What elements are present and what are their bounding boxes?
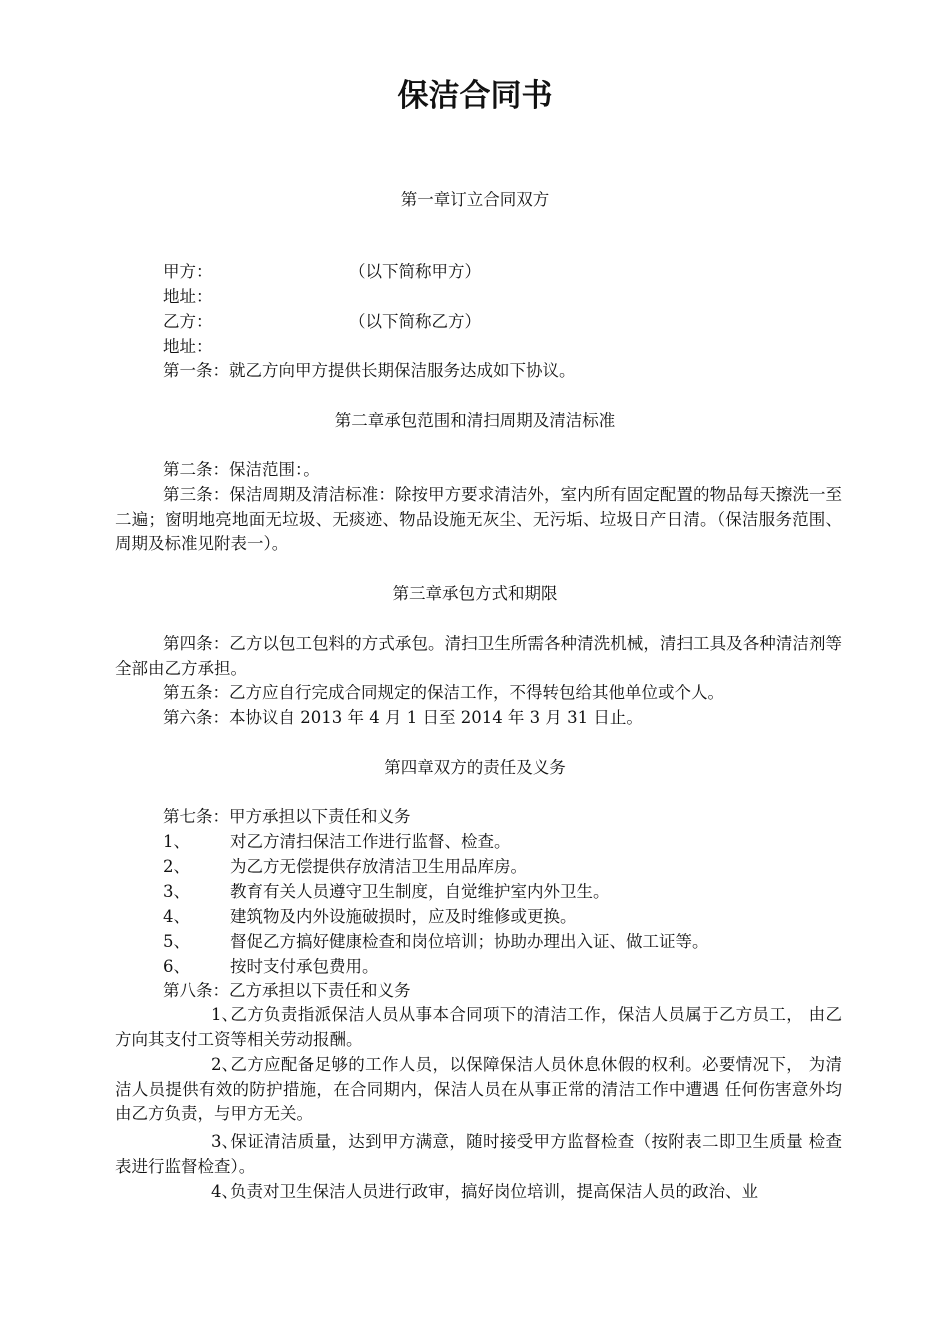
document-title: 保洁合同书: [397, 78, 553, 114]
party-b-duty-item: 3、保证清洁质量，达到甲方满意，随时接受甲方监督检查（按附表二即卫生质量 检查表进行监督检查）。: [115, 1132, 842, 1176]
article-1: 第一条：就乙方向甲方提供长期保洁服务达成如下协议。: [163, 361, 576, 380]
party-b-duty-item: 2、乙方应配备足够的工作人员，以保障保洁人员休息休假的权利。必要情况下， 为清洁人员提供有效的防护措施，在合同期内，保洁人员在从事正常的清洁工作中遭遇 任何伤害意外均由乙方负责，与甲方无关。: [115, 1055, 842, 1123]
party-a-label: 甲方：: [163, 262, 213, 281]
party-b-duty-item: 1、乙方负责指派保洁人员从事本合同项下的清洁工作，保洁人员属于乙方员工， 由乙方向其支付工资等相关劳动报酬。: [115, 1005, 842, 1049]
article-6: 第六条：本协议自 2013 年 4 月 1 日至 2014 年 3 月 31 日止。: [163, 708, 643, 727]
party-b-address: 地址：: [163, 337, 213, 356]
party-b-duty-item: 4、负责对卫生保洁人员进行政审，搞好岗位培训，提高保洁人员的政治、业: [211, 1182, 758, 1201]
article-5: 第五条：乙方应自行完成合同规定的保洁工作，不得转包给其他单位或个人。: [163, 683, 724, 702]
chapter-3-heading: 第三章承包方式和期限: [392, 584, 558, 603]
party-a-address: 地址：: [163, 287, 213, 306]
party-a-duty-item: 3、 教育有关人员遵守卫生制度，自觉维护室内外卫生。: [163, 882, 610, 901]
article-8: 第八条：乙方承担以下责任和义务: [163, 981, 411, 1000]
party-b-label: 乙方：: [163, 312, 213, 331]
article-4: 第四条：乙方以包工包料的方式承包。清扫卫生所需各种清洗机械，清扫工具及各种清洁剂等全部由乙方承担。: [115, 634, 842, 678]
article-7: 第七条：甲方承担以下责任和义务: [163, 807, 411, 826]
chapter-4-heading: 第四章双方的责任及义务: [384, 758, 566, 777]
party-a-duty-item: 5、 督促乙方搞好健康检查和岗位培训；协助办理出入证、做工证等。: [163, 932, 709, 951]
chapter-2-heading: 第二章承包范围和清扫周期及清洁标准: [334, 411, 616, 430]
party-b-note: （以下简称乙方）: [349, 312, 481, 331]
party-a-duty-item: 2、 为乙方无偿提供存放清洁卫生用品库房。: [163, 857, 527, 876]
party-a-duty-item: 6、 按时支付承包费用。: [163, 957, 379, 976]
chapter-1-heading: 第一章订立合同双方: [400, 190, 550, 209]
party-a-duty-item: 1、 对乙方清扫保洁工作进行监督、检查。: [163, 832, 511, 851]
party-a-duty-item: 4、 建筑物及内外设施破损时，应及时维修或更换。: [163, 907, 577, 926]
article-3: 第三条：保洁周期及清洁标准：除按甲方要求清洁外，室内所有固定配置的物品每天擦洗一至二遍；窗明地亮地面无垃圾、无痰迹、物品设施无灰尘、无污垢、垃圾日产日清。（保洁服务范围、周期及标准见附表一）。: [115, 485, 842, 553]
party-a-note: （以下简称甲方）: [349, 262, 481, 281]
article-2: 第二条：保洁范围：。: [163, 460, 320, 479]
